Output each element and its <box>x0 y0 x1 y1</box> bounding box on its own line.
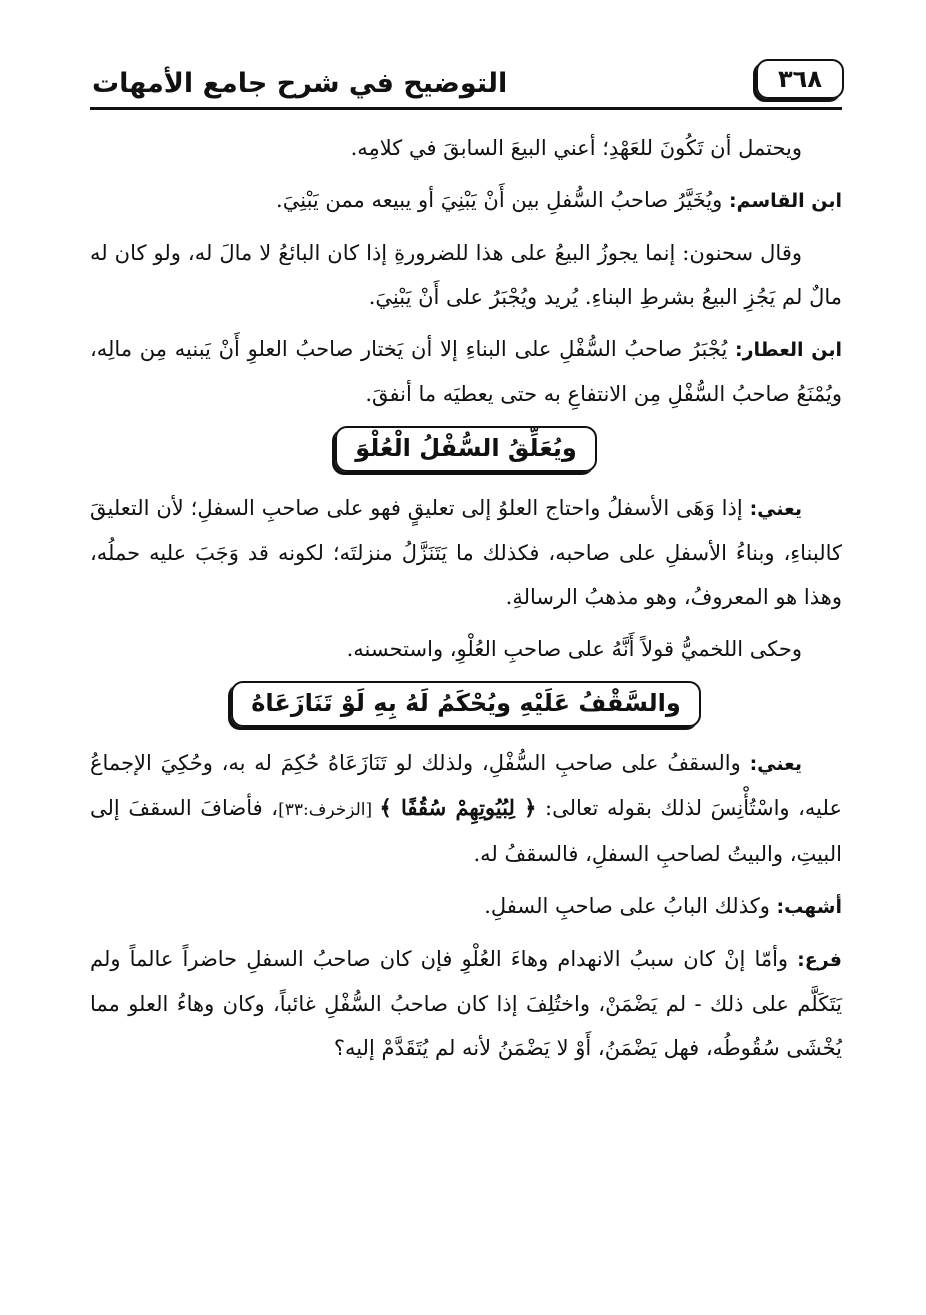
paragraph-5 <box>90 486 842 619</box>
book-page <box>90 52 842 1275</box>
book-title: التوضيح في شرح جامع الأمهات <box>92 68 508 99</box>
paragraph-3-text: وقال سحنون: إنما يجوزُ البيعُ على هذا للضرورةِ إذا كان البائعُ لا مالَ له، ولو كان له مالٌ لم يَجُزِ البيعُ بشرطِ البناءِ. يُريد ويُجْبَرُ على أَنْ يَبْنِيَ. <box>90 241 842 309</box>
paragraph-3 <box>90 231 842 319</box>
speaker-label: ابن العطار: <box>735 339 842 361</box>
quran-verse: ﴿ لِبُيُوتِهِمْ سُقُفًا ﴾ <box>379 795 537 820</box>
section-heading-2-wrap <box>90 681 842 727</box>
section-heading-2: والسَّقْفُ عَلَيْهِ ويُحْكَمُ لَهُ بِهِ لَوْ تَنَازَعَاهُ <box>231 681 701 727</box>
speaker-label: يعني: <box>749 753 802 775</box>
paragraph-2 <box>90 178 842 223</box>
paragraph-4-text: يُجْبَرُ صاحبُ السُّفْلِ على البناءِ إلا أن يَختار صاحبُ العلوِ أَنْ يَبنيه مِن مالِه، ويُمْنَعُ صاحبُ السُّفْلِ مِن الانتفاعِ به حتى يعطيَه ما أنفقَ. <box>90 337 842 406</box>
paragraph-1-text: ويحتمل أن تَكُونَ للعَهْدِ؛ أعني البيعَ السابقَ في كلامِه. <box>350 136 802 160</box>
paragraph-6 <box>90 627 842 671</box>
paragraph-9 <box>90 937 842 1070</box>
paragraph-6-text: وحكى اللخميُّ قولاً أَنَّهُ على صاحبِ العُلْوِ، واستحسنه. <box>346 637 802 661</box>
page-content <box>90 126 842 1070</box>
paragraph-1 <box>90 126 842 170</box>
speaker-label: فرع: <box>797 949 842 971</box>
speaker-label: يعني: <box>749 498 802 520</box>
speaker-label: ابن القاسم: <box>729 190 842 212</box>
paragraph-5-text: إذا وَهَى الأسفلُ واحتاج العلوُ إلى تعليقٍ فهو على صاحبِ السفلِ؛ لأن التعليقَ كالبناءِ، وبناءُ الأسفلِ على صاحبه، فكذلك ما يَتَنَزَّلُ منزلتَه؛ لكونه قد وَجَبَ عليه حملُه، وهذا هو المعروفُ، وهو مذهبُ الرسالةِ. <box>90 496 842 609</box>
paragraph-7-text-a: والسقفُ على صاحبِ السُّفْلِ، ولذلك لو تَنَازَعَاهُ حُكِمَ له به، وحُكِيَ الإجماعُ عليه، واسْتُأْنِسَ لذلك بقوله تعالى: <box>90 751 843 820</box>
section-heading-1-wrap <box>90 426 842 472</box>
section-heading-1: ويُعَلِّقُ السُّفْلُ الْعُلْوَ <box>335 426 597 472</box>
paragraph-4 <box>90 327 842 416</box>
paragraph-2-text: ويُخَيَّرُ صاحبُ السُّفلِ بين أَنْ يَبْنِيَ أو يبيعه ممن يَبْنِيَ. <box>276 188 729 212</box>
paragraph-7-text-b: ، فأضافَ السقفَ إلى البيتِ، والبيتُ لصاحبِ السفلِ، فالسقفُ له. <box>90 796 842 866</box>
paragraph-9-text: وأمّا إنْ كان سببُ الانهدام وهاءَ العُلْوِ فإن كان صاحبُ السفلِ حاضراً عالماً ولم يَتَكَلَّم على ذلك - لم يَضْمَنْ، واختُلِفَ إذا كان صاحبُ السُّفْلِ غائباً، وكان وهاءُ العلو مما يُخْشَى سُقُوطُه، فهل يَضْمَنُ، أَوْ لا يَضْمَنُ لأنه لم يُتَقَدَّمْ إليه؟ <box>90 947 842 1060</box>
page-header <box>90 52 842 110</box>
verse-reference: [الزخرف:٣٣] <box>278 800 380 820</box>
speaker-label: أشهب: <box>776 896 842 918</box>
paragraph-8-text: وكذلك البابُ على صاحبِ السفلِ. <box>484 894 777 918</box>
paragraph-7 <box>90 741 842 876</box>
page-number: ٣٦٨ <box>756 59 844 99</box>
paragraph-8 <box>90 884 842 929</box>
